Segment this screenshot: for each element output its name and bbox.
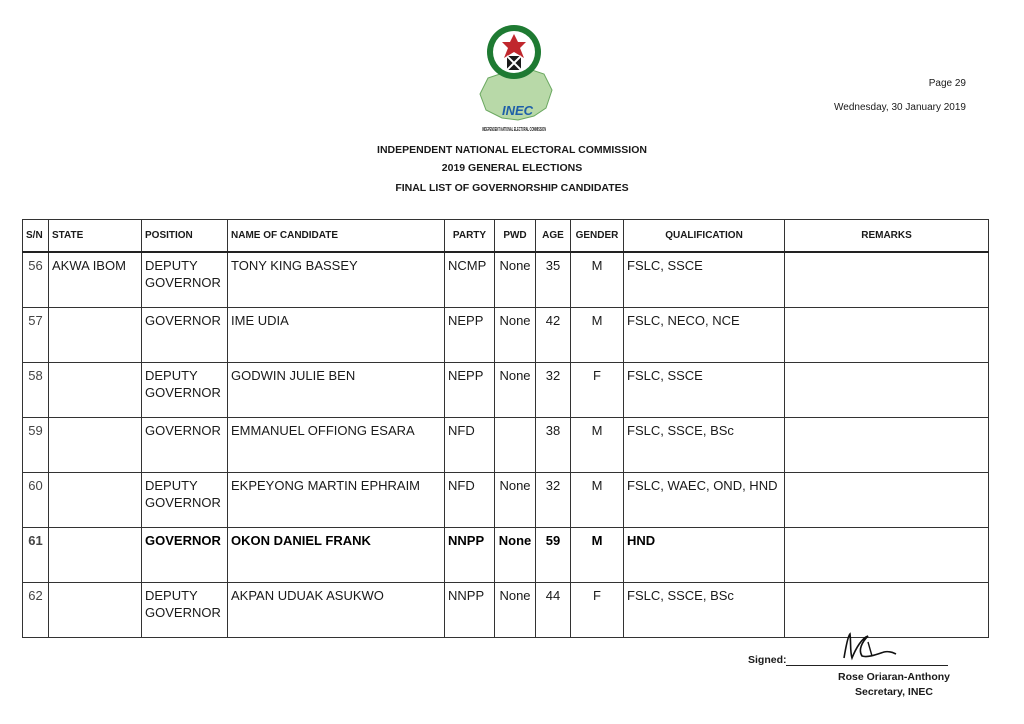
page-info — [834, 72, 966, 120]
cell-gender: M — [571, 528, 624, 583]
cell-pwd — [495, 418, 536, 473]
cell-sn: 58 — [23, 363, 49, 418]
cell-position: GOVERNOR — [142, 418, 228, 473]
cell-remarks — [785, 528, 989, 583]
cell-qualification: FSLC, NECO, NCE — [624, 308, 785, 363]
table-row — [23, 308, 989, 363]
cell-pwd: None — [495, 528, 536, 583]
title-line-2: 2019 GENERAL ELECTIONS — [441, 162, 583, 174]
cell-position: DEPUTY GOVERNOR — [142, 252, 228, 308]
cell-remarks — [785, 363, 989, 418]
cell-sn: 60 — [23, 473, 49, 528]
header-state: STATE — [49, 220, 142, 253]
cell-position: DEPUTY GOVERNOR — [142, 473, 228, 528]
cell-age: 44 — [536, 583, 571, 638]
cell-qualification: FSLC, SSCE, BSc — [624, 418, 785, 473]
cell-remarks — [785, 252, 989, 308]
cell-name: AKPAN UDUAK ASUKWO — [228, 583, 445, 638]
cell-name: EKPEYONG MARTIN EPHRAIM — [228, 473, 445, 528]
title-line-1: INDEPENDENT NATIONAL ELECTORAL COMMISSION — [377, 144, 647, 156]
cell-position: DEPUTY GOVERNOR — [142, 363, 228, 418]
header-pwd: PWD — [495, 220, 536, 253]
cell-party: NFD — [445, 418, 495, 473]
cell-name: EMMANUEL OFFIONG ESARA — [228, 418, 445, 473]
cell-name: GODWIN JULIE BEN — [228, 363, 445, 418]
cell-age: 38 — [536, 418, 571, 473]
cell-state — [49, 363, 142, 418]
cell-age: 32 — [536, 363, 571, 418]
signer-block — [810, 670, 978, 700]
document-title — [0, 141, 1024, 197]
cell-position: DEPUTY GOVERNOR — [142, 583, 228, 638]
cell-age: 42 — [536, 308, 571, 363]
cell-qualification: FSLC, SSCE — [624, 252, 785, 308]
document-date: Wednesday, 30 January 2019 — [834, 102, 966, 113]
cell-position: GOVERNOR — [142, 528, 228, 583]
header-gender: GENDER — [571, 220, 624, 253]
cell-qualification: HND — [624, 528, 785, 583]
cell-sn: 56 — [23, 252, 49, 308]
cell-remarks — [785, 418, 989, 473]
cell-qualification: FSLC, SSCE — [624, 363, 785, 418]
cell-state — [49, 418, 142, 473]
cell-party: NEPP — [445, 363, 495, 418]
cell-pwd: None — [495, 363, 536, 418]
page-number: Page 29 — [928, 78, 966, 89]
signature-line — [786, 665, 948, 666]
title-line-3: FINAL LIST OF GOVERNORSHIP CANDIDATES — [395, 182, 629, 194]
table-row — [23, 473, 989, 528]
cell-remarks — [785, 308, 989, 363]
cell-party: NNPP — [445, 583, 495, 638]
table-row — [23, 418, 989, 473]
cell-qualification: FSLC, WAEC, OND, HND — [624, 473, 785, 528]
logo-text: INEC — [502, 103, 534, 118]
cell-sn: 59 — [23, 418, 49, 473]
cell-state — [49, 308, 142, 363]
cell-gender: M — [571, 252, 624, 308]
cell-state — [49, 583, 142, 638]
cell-party: NFD — [445, 473, 495, 528]
table-row — [23, 363, 989, 418]
cell-state — [49, 473, 142, 528]
cell-pwd: None — [495, 473, 536, 528]
cell-position: GOVERNOR — [142, 308, 228, 363]
cell-party: NEPP — [445, 308, 495, 363]
header-qualification: QUALIFICATION — [624, 220, 785, 253]
cell-name: IME UDIA — [228, 308, 445, 363]
cell-gender: M — [571, 308, 624, 363]
cell-pwd: None — [495, 252, 536, 308]
table-row — [23, 252, 989, 308]
cell-qualification: FSLC, SSCE, BSc — [624, 583, 785, 638]
cell-sn: 61 — [23, 528, 49, 583]
cell-age: 32 — [536, 473, 571, 528]
candidates-table — [22, 219, 989, 638]
cell-gender: F — [571, 363, 624, 418]
cell-age: 35 — [536, 252, 571, 308]
header-name: NAME OF CANDIDATE — [228, 220, 445, 253]
signature-icon — [838, 628, 898, 664]
logo-subtext: INDEPENDENT NATIONAL ELECTORAL COMMISSION — [482, 127, 547, 133]
header-age: AGE — [536, 220, 571, 253]
cell-age: 59 — [536, 528, 571, 583]
cell-party: NNPP — [445, 528, 495, 583]
table-header-row — [23, 220, 989, 253]
table-row — [23, 528, 989, 583]
header-remarks: REMARKS — [785, 220, 989, 253]
cell-gender: M — [571, 473, 624, 528]
cell-name: TONY KING BASSEY — [228, 252, 445, 308]
cell-sn: 62 — [23, 583, 49, 638]
cell-gender: F — [571, 583, 624, 638]
signed-label: Signed: — [748, 654, 787, 666]
cell-party: NCMP — [445, 252, 495, 308]
header-sn: S/N — [23, 220, 49, 253]
header-position: POSITION — [142, 220, 228, 253]
cell-gender: M — [571, 418, 624, 473]
signer-title: Secretary, INEC — [854, 686, 933, 698]
cell-state: AKWA IBOM — [49, 252, 142, 308]
inec-logo — [466, 20, 562, 140]
signer-name: Rose Oriaran-Anthony — [837, 671, 950, 683]
header-party: PARTY — [445, 220, 495, 253]
cell-remarks — [785, 473, 989, 528]
cell-sn: 57 — [23, 308, 49, 363]
cell-pwd: None — [495, 583, 536, 638]
cell-name: OKON DANIEL FRANK — [228, 528, 445, 583]
cell-pwd: None — [495, 308, 536, 363]
cell-state — [49, 528, 142, 583]
